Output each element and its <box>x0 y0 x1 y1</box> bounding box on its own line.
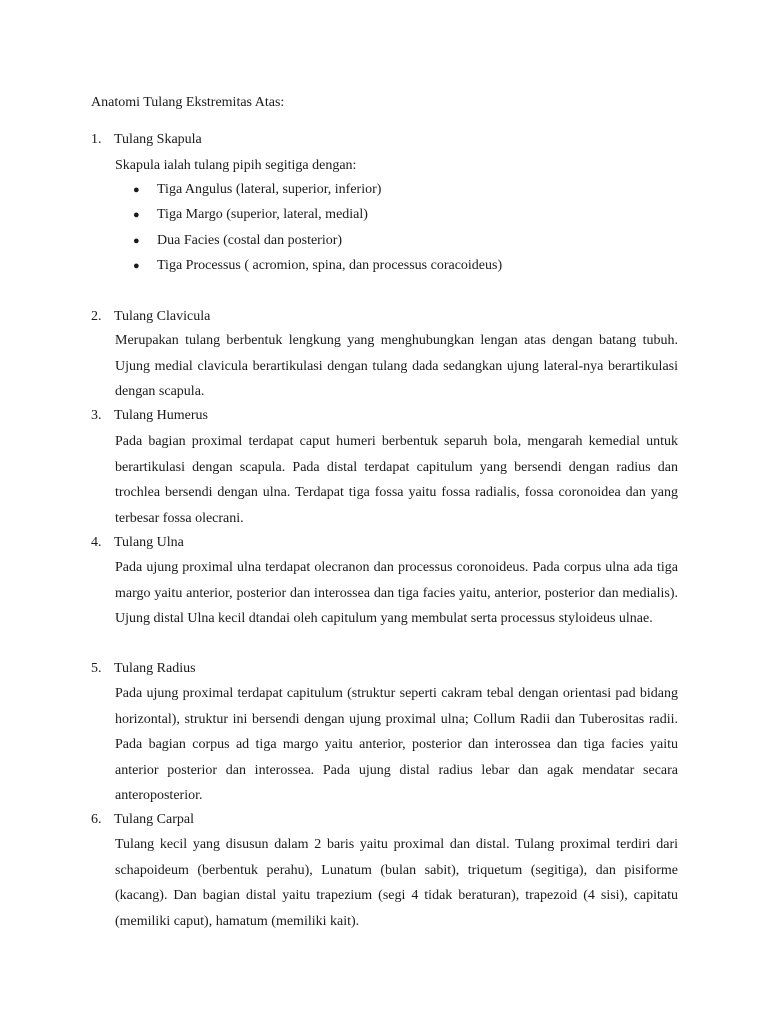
bullet-icon: ● <box>133 184 140 196</box>
section-number: 3. <box>91 408 102 423</box>
section-title: Tulang Clavicula <box>114 309 211 324</box>
section-heading-carpal <box>91 810 194 830</box>
section-number: 5. <box>91 661 102 676</box>
section-number: 2. <box>91 309 102 324</box>
bullet-icon: ● <box>133 260 140 272</box>
section-heading-radius <box>91 659 196 679</box>
section-number: 1. <box>91 132 102 147</box>
section-number: 4. <box>91 535 102 550</box>
section-title: Tulang Humerus <box>114 408 208 423</box>
section-body-radius: Pada ujung proximal terdapat capitulum (struktur seperti cakram tebal dengan orientasi pad bidang horizontal), struktur ini bersendi dengan ujung proximal ulna; Collum Radii dan Tuberositas radii. Pada bagian corpus ad tiga margo yaitu anterior, posterior dan interossea dan tiga facies yaitu anterior posterior dan interossea. Pada ujung distal radius lebar dan agak mendatar secara anteroposterior. <box>115 686 678 803</box>
list-item: ● Tiga Processus ( acromion, spina, dan processus coracoideus) <box>133 256 502 276</box>
section-body-clavicula: Merupakan tulang berbentuk lengkung yang menghubungkan lengan atas dengan batang tubuh. Ujung medial clavicula berartikulasi dengan tulang dada sedangkan ujung lateral-nya berartikulasi dengan scapula. <box>115 333 678 399</box>
section-body-humerus: Pada bagian proximal terdapat caput humeri berbentuk separuh bola, mengarah kemedial untuk berartikulasi dengan scapula. Pada distal terdapat capitulum yang bersendi dengan radius dan trochlea bersendi dengan ulna. Terdapat tiga fossa yaitu fossa radialis, fossa coronoidea dan yang terbesar fossa olecrani. <box>115 434 678 526</box>
list-item: ● Tiga Margo (superior, lateral, medial) <box>133 205 368 225</box>
list-item: ● Dua Facies (costal dan posterior) <box>133 231 342 251</box>
bullet-icon: ● <box>133 235 140 247</box>
section-intro: Skapula ialah tulang pipih segitiga dengan: <box>115 158 357 173</box>
section-body-ulna: Pada ujung proximal ulna terdapat olecranon dan processus coronoideus. Pada corpus ulna ada tiga margo yaitu anterior, posterior dan interossea dan tiga facies yaitu, anterior, posterior dan medialis). Ujung distal Ulna kecil dtandai oleh capitulum yang membulat serta processus styloideus ulnae. <box>115 560 678 626</box>
document-title: Anatomi Tulang Ekstremitas Atas: <box>91 95 285 110</box>
list-item: ● Tiga Angulus (lateral, superior, inferior) <box>133 180 381 200</box>
section-heading-ulna <box>91 533 184 553</box>
section-title: Tulang Radius <box>114 661 196 676</box>
section-heading-skapula <box>91 130 202 150</box>
section-title: Tulang Skapula <box>114 132 202 147</box>
section-number: 6. <box>91 812 102 827</box>
section-body-carpal: Tulang kecil yang disusun dalam 2 baris yaitu proximal dan distal. Tulang proximal terdiri dari schapoideum (berbentuk perahu), Lunatum (bulan sabit), triquetum (segitiga), dan pisiforme (kacang). Dan bagian distal yaitu trapezium (segi 4 tidak beraturan), trapezoid (4 sisi), capitatu (memiliki caput), hamatum (memiliki kait). <box>115 837 678 929</box>
section-heading-clavicula <box>91 307 210 327</box>
section-title: Tulang Carpal <box>114 812 194 827</box>
section-title: Tulang Ulna <box>114 535 184 550</box>
bullet-icon: ● <box>133 209 140 221</box>
section-heading-humerus <box>91 406 208 426</box>
